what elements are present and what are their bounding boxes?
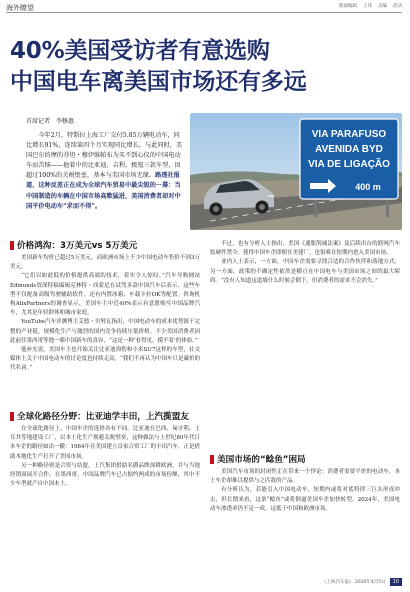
lead-highlight: 路透社报道，这种反差正在成为全球汽车贸易中最尖锐的一幕：当中国制造的车辆在中国市场高歌猛进，美国消费者却对中国平价电动车“求而不得”。 [26, 172, 181, 210]
page-footer [322, 578, 402, 586]
paragraph: 不过，也有分析人士指出，美国《通胀削减法案》及后续出台的联网汽车软硬件禁令，使得中国车企即便在美建厂，也很难在短期内进入美国市场。 [210, 241, 400, 257]
section-marker-icon [10, 241, 14, 250]
headline [10, 36, 400, 98]
paragraph: 业内人士表示，一方面，中国车企需要寻找合适的合作伙伴和落地方式；另一方面，政策的不确定性依然是横亘在中国电车与美国市场之间的最大障碍。“没有人知道这道墙什么时候会倒下，但消费者的需求不会消失。” [210, 259, 400, 284]
paragraph: 美国新车均价已超过5万美元，而欧洲市场上不少中国电动车售价不到3万美元。 [10, 255, 200, 271]
section-heading-text: 全球化路径分野：比亚迪学丰田，上汽揽盟友 [17, 412, 189, 422]
paragraph: 有分析认为，若能引入中国电动车，短期内或将对底特律三巨头形成冲击，但长期来看，这条“鲶鱼”或将倒逼美国车企加快转型。2024年，美国电动车渗透率仍不足一成，远低于中国和欧洲市场。 [210, 487, 400, 512]
paragraph: 在全球化路径上，中国车企的选择各有不同。比亚迪在巴西、匈牙利、土耳其等地建设工厂，以本土化生产规避关税壁垒，这种做法与上世纪80年代日本车企的路径如出一辙：1984年在美国建立首家合资工厂的丰田汽车，正是借助本地化生产打开了美国市场。 [10, 426, 200, 460]
section-heading-2 [10, 410, 189, 422]
sign-line-1: VIA PARAFUSO [311, 129, 387, 140]
headline-line-2: 中国电车离美国市场还有多远 [10, 69, 307, 95]
section-2-body-left [10, 425, 200, 575]
header-credit-item: 美编 [378, 4, 387, 9]
header-credits [339, 3, 402, 9]
section-heading-text: 美国市场的“鲶鱼”困局 [217, 455, 306, 465]
paragraph: “它们以如此低的价格提供高端的技术，着实令人惊叹。”汽车导购网站Edmunds资深特稿编辑克林特・西蒙尼在试驾多款中国汽车后表示，这些车型不仅配备高级驾驶辅助软件，还有内置冰箱、车载卡拉OK等配置。咨询机构AlixPartners的调查显示，美国车主中近40%表示有意愿购买中国品牌汽车，尤其是年轻群体和城市家庭。 [10, 273, 200, 317]
sign-line-2: AVENIDA BYD [315, 144, 383, 155]
lead-text: 今年2月，特斯拉上海工厂交付5.85万辆电动车，同比增长91%，连续第四个月实现同比增长。与此同时，美国巴尔的摩的芬坦・穆伊维帕布为买不到心仪的中国电动车而苦恼——他着中的比亚迪、吉利、极氪三款车型，因超过100%的关税壁垒，基本与美国市场无缘。 [26, 132, 183, 180]
headline-line-1: 40%美国受访者有意选购 [10, 38, 270, 64]
section-label: 海外瞭望 [6, 4, 34, 12]
header-divider [6, 12, 402, 13]
section-3-body [210, 468, 400, 576]
section-2-body-right [210, 240, 400, 445]
section-heading-3 [210, 453, 306, 465]
sign-line-3: VIA DE LIGAÇÃO [308, 159, 390, 170]
publication-info: 《上海汽车报》 2026年4月5日 [322, 580, 386, 585]
section-marker-icon [10, 412, 14, 421]
article-photo [190, 113, 402, 230]
page-header [0, 0, 410, 14]
section-1-body [10, 254, 200, 406]
lead-paragraph [26, 131, 186, 212]
byline: 首席记者 李修惠 [26, 118, 75, 125]
paragraph: 美国汽车市场的封闭性正在带来一个悖论：消费者需要平价的电动车，本土车企却难以提供与之匹敌的产品。 [210, 469, 400, 485]
header-credit-item: 活动 [393, 4, 402, 9]
header-credit-item: 版面编辑 [339, 4, 357, 9]
section-heading-1 [10, 239, 137, 251]
road-sign-photo [190, 113, 402, 230]
paragraph: YouTube汽车评测博主艾德・贝努瓦指出，中国电动车的成本优势源于完整的产业链，规模化生产与激烈的国内竞争持续压低价格。不少美国消费者因此前往墨西哥等地一睹中国新车的真容，“这是一种‘看得见、摸不着’的体验。” [10, 319, 200, 344]
header-credit-item: 王伟 [363, 4, 372, 9]
section-heading-text: 价格鸿沟：3万美元vs 5万美元 [17, 241, 138, 251]
paragraph: 他补充说，美国车主也开始关注比亚迪海豹和小米SU7这样的车型，社交媒体上关于中国电动车的讨论度也持续走高，“我们不再认为中国车只是廉价的代名词。” [10, 347, 200, 372]
section-marker-icon [210, 455, 214, 464]
paragraph: 另一种路径则是合资与结盟，上汽集团借助名爵品牌深耕欧洲，并与当地经销商展开合作。在墨西哥，中国品牌汽车已占据约两成的市场份额，其中不少车型就产自中国本土。 [10, 462, 200, 488]
page-number: 10 [390, 578, 402, 586]
sign-distance: 400 m [355, 182, 381, 192]
